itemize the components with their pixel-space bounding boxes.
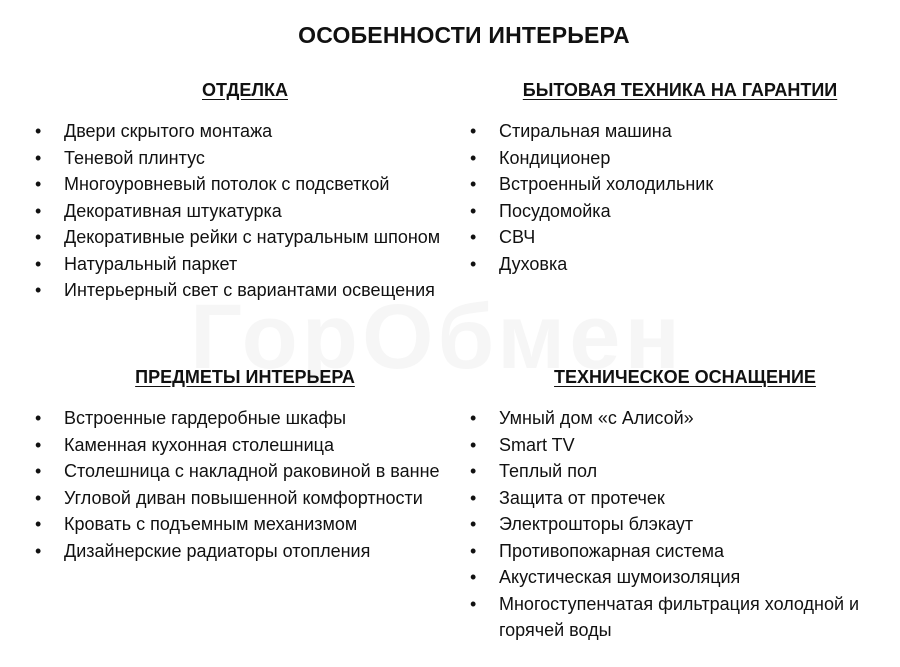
list-item: • Декоративная штукатурка	[35, 198, 455, 225]
list-item: • Интерьерный свет с вариантами освещения	[35, 277, 455, 304]
list-item: • Каменная кухонная столешница	[35, 432, 455, 459]
list-item: • Встроенный холодильник	[470, 171, 890, 198]
list-item: • Умный дом «с Алисой»	[470, 405, 900, 432]
list-item: • СВЧ	[470, 224, 890, 251]
list-item: • Стиральная машина	[470, 118, 890, 145]
list-item: • Встроенные гардеробные шкафы	[35, 405, 455, 432]
list-item: • Электрошторы блэкаут	[470, 511, 900, 538]
item-list	[35, 118, 455, 304]
section-technical	[470, 367, 900, 644]
list-item: • Многоступенчатая фильтрация холодной и горячей воды	[470, 591, 900, 644]
list-item: • Защита от протечек	[470, 485, 900, 512]
item-list	[35, 405, 455, 564]
section-heading: БЫТОВАЯ ТЕХНИКА НА ГАРАНТИИ	[522, 80, 838, 100]
list-item: • Многоуровневый потолок с подсветкой	[35, 171, 455, 198]
list-item: • Двери скрытого монтажа	[35, 118, 455, 145]
list-item: • Smart TV	[470, 432, 900, 459]
list-item: • Акустическая шумоизоляция	[470, 564, 900, 591]
list-item: • Дизайнерские радиаторы отопления	[35, 538, 455, 565]
list-item: • Противопожарная система	[470, 538, 900, 565]
list-item: • Кондиционер	[470, 145, 890, 172]
section-interior-items	[35, 367, 455, 564]
page-title: ОСОБЕННОСТИ ИНТЕРЬЕРА	[298, 22, 630, 48]
section-appliances	[470, 80, 890, 277]
section-heading: ПРЕДМЕТЫ ИНТЕРЬЕРА	[135, 367, 355, 387]
list-item: • Теневой плинтус	[35, 145, 455, 172]
section-finish	[35, 80, 455, 304]
item-list	[470, 405, 900, 644]
item-list	[470, 118, 890, 277]
list-item: • Столешница с накладной раковиной в ванне	[35, 458, 455, 485]
list-item: • Кровать с подъемным механизмом	[35, 511, 455, 538]
list-item: • Посудомойка	[470, 198, 890, 225]
section-heading: ОТДЕЛКА	[202, 80, 288, 100]
list-item: • Теплый пол	[470, 458, 900, 485]
list-item: • Угловой диван повышенной комфортности	[35, 485, 455, 512]
list-item: • Духовка	[470, 251, 890, 278]
list-item: • Натуральный паркет	[35, 251, 455, 278]
section-heading: ТЕХНИЧЕСКОЕ ОСНАЩЕНИЕ	[554, 367, 816, 387]
list-item: • Декоративные рейки с натуральным шпоном	[35, 224, 455, 251]
